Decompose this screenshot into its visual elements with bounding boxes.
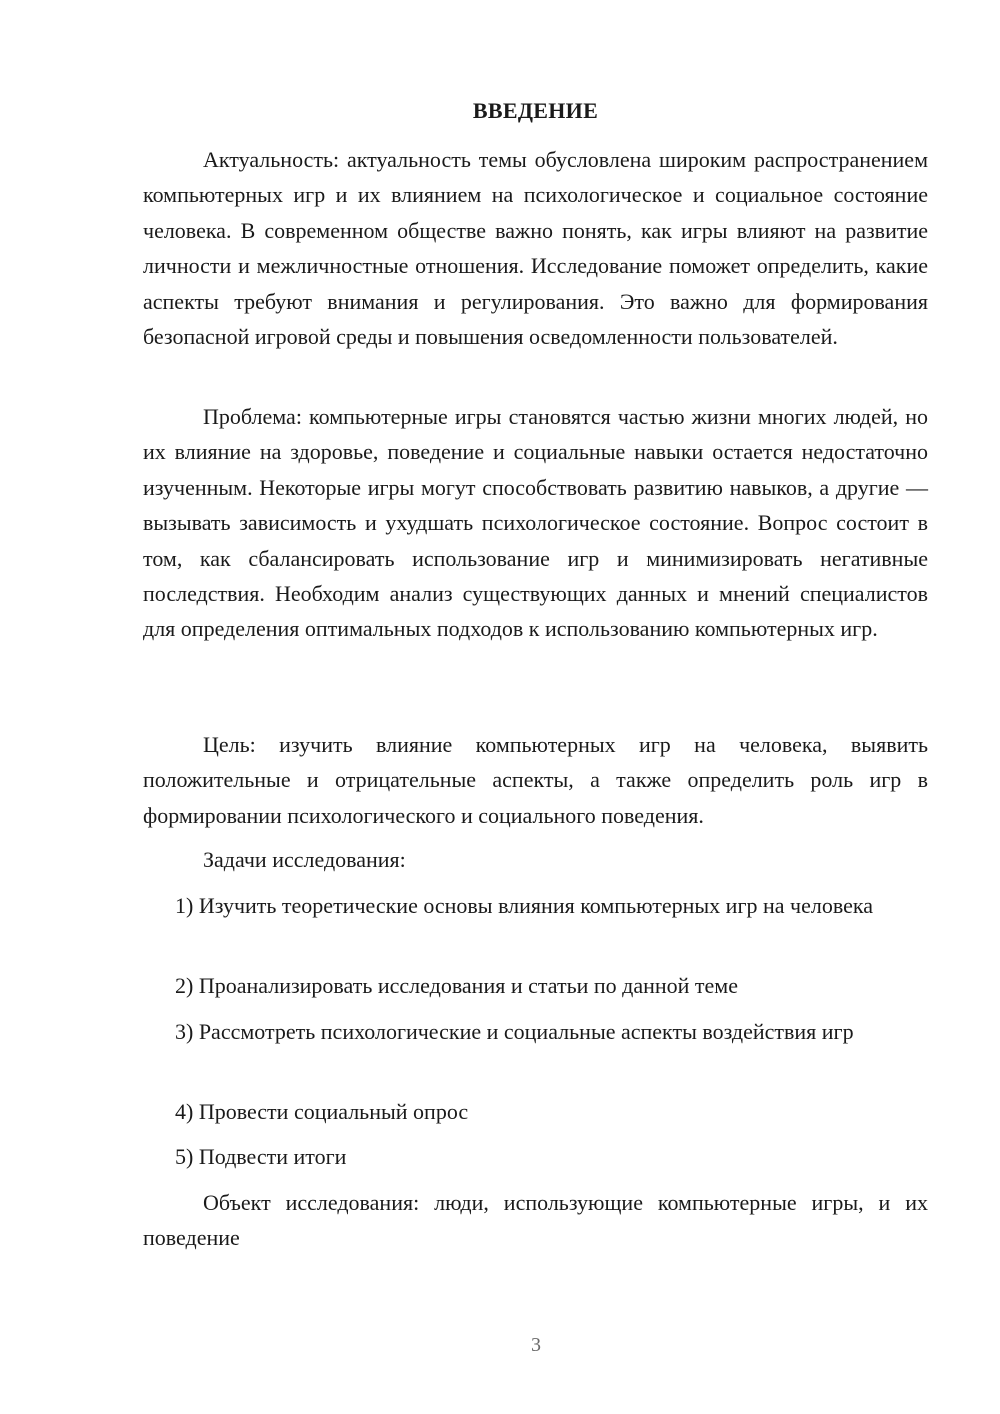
task-item-5: 5) Подвести итоги [175,1144,347,1169]
paragraph-goal: Цель: изучить влияние компьютерных игр на человека, выявить положительные и отрицательные аспекты, а также определить роль игр в формировании психологического и социального поведения. [143,732,928,828]
section-heading: ВВЕДЕНИЕ [472,98,599,123]
task-item-2: 2) Проанализировать исследования и статьи по данной теме [175,973,738,998]
paragraph-problem: Проблема: компьютерные игры становятся частью жизни многих людей, но их влияние на здоровье, поведение и социальные навыки остается недостаточно изученным. Некоторые игры могут способствовать развитию навыков, а другие — вызывать зависимость и ухудшать психологическое состояние. Вопрос состоит в том, как сбалансировать использование игр и минимизировать негативные последствия. Необходим анализ существующих данных и мнений специалистов для определения оптимальных подходов к использованию компьютерных игр. [143,404,928,642]
paragraph-relevance: Актуальность: актуальность темы обусловлена широким распространением компьютерных игр и их влиянием на психологическое и социальное состояние человека. В современном обществе важно понять, как игры влияют на развитие личности и межличностные отношения. Исследование поможет определить, какие аспекты требуют внимания и регулирования. Это важно для формирования безопасной игровой среды и повышения осведомленности пользователей. [143,147,928,350]
paragraph-object: Объект исследования: люди, использующие компьютерные игры, и их поведение [143,1190,928,1251]
task-item-3: 3) Рассмотреть психологические и социальные аспекты воздействия игр [175,1019,854,1044]
task-item-1: 1) Изучить теоретические основы влияния компьютерных игр на человека [175,893,873,918]
task-item-4: 4) Провести социальный опрос [175,1099,469,1124]
tasks-heading: Задачи исследования: [203,847,406,872]
page-number: 3 [531,1334,541,1356]
